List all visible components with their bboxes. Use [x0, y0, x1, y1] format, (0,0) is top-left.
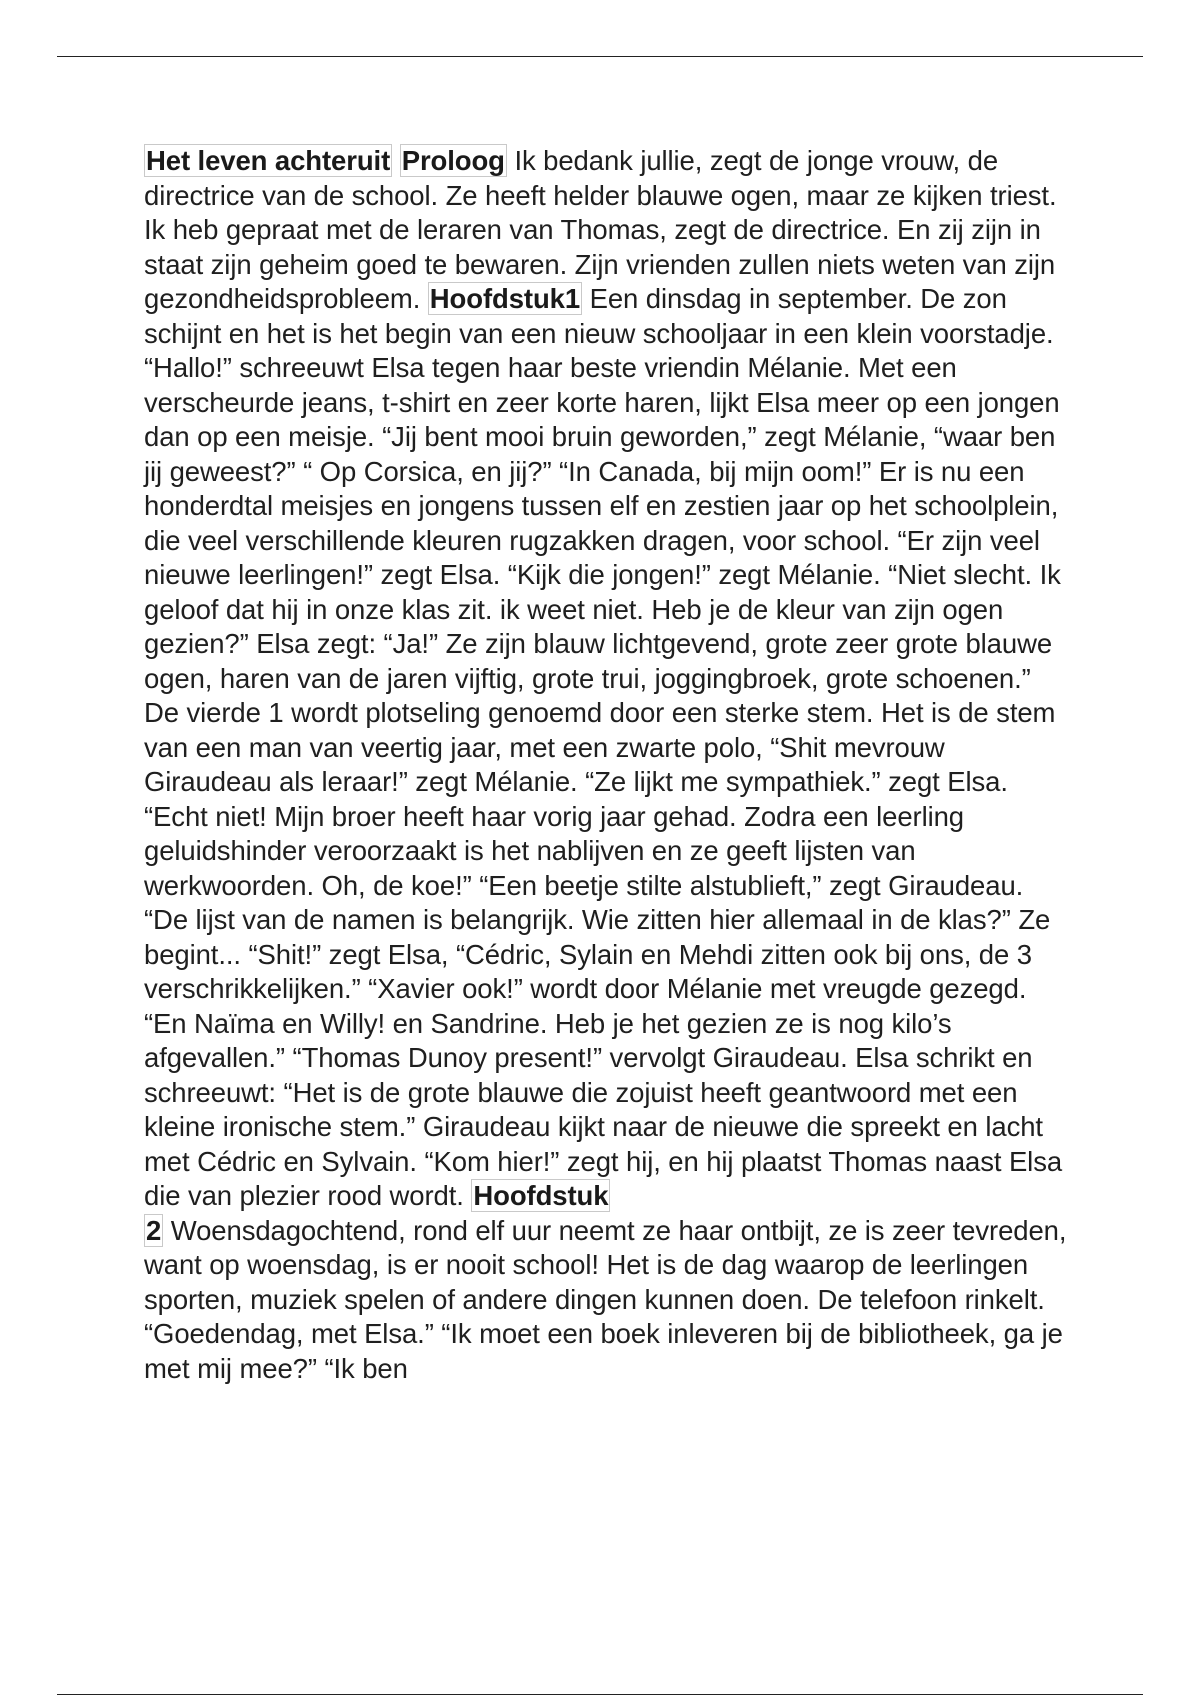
- top-rule: [57, 56, 1143, 57]
- document-title: Het leven achteruit: [146, 145, 391, 176]
- chapter2-heading-part2: 2: [146, 1214, 162, 1246]
- prologue-text: Ik bedank jullie, zegt de jonge vrouw, de directrice van de school. Ze heeft helder blauwe ogen, maar ze kijken triest. Ik heb gepraat met de leraren van Thomas, zegt de directrice. En zij zijn in staat zijn geheim goed te bewaren. Zijn vrienden zullen niets weten van zijn gezondheidsprobleem.: [144, 145, 1057, 314]
- chapter1-heading: Hoofdstuk1: [429, 283, 581, 314]
- document-body: [144, 144, 1072, 1386]
- chapter2-text: Woensdagochtend, rond elf uur neemt ze haar ontbijt, ze is zeer tevreden, want op woensdag, is er nooit school! Het is de dag waarop de leerlingen sporten, muziek spelen of andere dingen kunnen doen. De telefoon rinkelt. “Goedendag, met Elsa.” “Ik moet een boek inleveren bij de bibliotheek, ga je met mij mee?” “Ik ben: [144, 1214, 1067, 1384]
- chapter1-text: Een dinsdag in september. De zon schijnt en het is het begin van een nieuw schooljaar in een klein voorstadje. “Hallo!” schreeuwt Elsa tegen haar beste vriendin Mélanie. Met een verscheurde jeans, t-shirt en zeer korte haren, lijkt Elsa meer op een jongen dan op een meisje. “Jij bent mooi bruin geworden,” zegt Mélanie, “waar ben jij geweest?” “ Op Corsica, en jij?” “In Canada, bij mijn oom!” Er is nu een honderdtal meisjes en jongens tussen elf en zestien jaar op het schoolplein, die veel verschillende kleuren rugzakken dragen, voor school. “Er zijn veel nieuwe leerlingen!” zegt Elsa. “Kijk die jongen!” zegt Mélanie. “Niet slecht. Ik geloof dat hij in onze klas zit. ik weet niet. Heb je de kleur van zijn ogen gezien?” Elsa zegt: “Ja!” Ze zijn blauw lichtgevend, grote zeer grote blauwe ogen, haren van de jaren vijftig, grote trui, joggingbroek, grote schoenen.” De vierde 1 wordt plotseling genoemd door een sterke stem. Het is de stem van een man van veertig jaar, met een zwarte polo, “Shit mevrouw Giraudeau als leraar!” zegt Mélanie. “Ze lijkt me sympathiek.” zegt Elsa. “Echt niet! Mijn broer heeft haar vorig jaar gehad. Zodra een leerling geluidshinder veroorzaakt is het nablijven en ze geeft lijsten van werkwoorden. Oh, de koe!” “Een beetje stilte alstublieft,” zegt Giraudeau. “De lijst van de namen is belangrijk. Wie zitten hier allemaal in de klas?” Ze begint... “Shit!” zegt Elsa, “Cédric, Sylain en Mehdi zitten ook bij ons, de 3 verschrikkelijken.” “Xavier ook!” wordt door Mélanie met vreugde gezegd. “En Naïma en Willy! en Sandrine. Heb je het gezien ze is nog kilo’s afgevallen.” “Thomas Dunoy present!” vervolgt Giraudeau. Elsa schrikt en schreeuwt: “Het is de grote blauwe die zojuist heeft geantwoord met een kleine ironische stem.” Giraudeau kijkt naar de nieuwe die spreekt en lacht met Cédric en Sylvain. “Kom hier!” zegt hij, en hij plaatst Thomas naast Elsa die van plezier rood wordt.: [144, 283, 1063, 1211]
- bottom-rule: [57, 1694, 1143, 1695]
- prologue-heading: Proloog: [401, 145, 505, 176]
- chapter2-heading-part1: Hoofdstuk: [473, 1180, 609, 1211]
